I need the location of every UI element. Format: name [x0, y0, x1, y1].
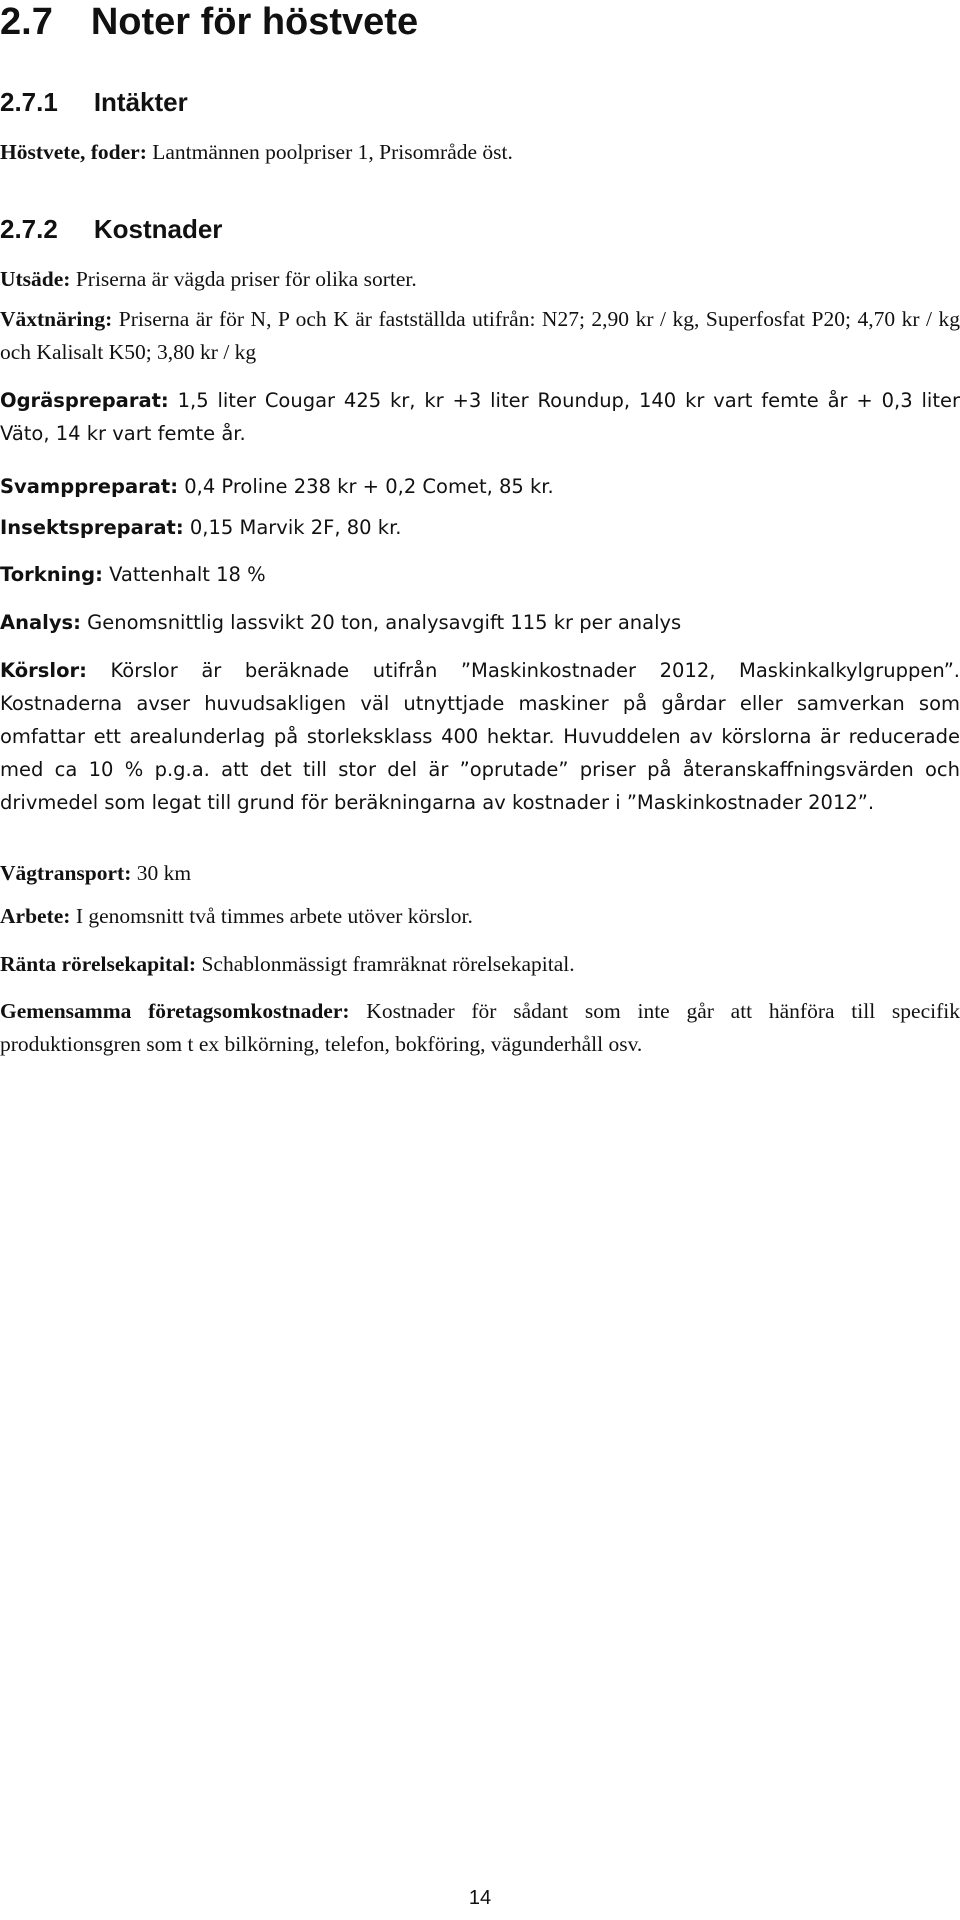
paragraph-vaxtnaring — [0, 303, 960, 369]
subsection-title: Kostnader — [93, 214, 223, 244]
term-text: 1,5 liter Cougar 425 kr, kr +3 liter Roundup, 140 kr vart femte år + 0,3 liter Väto, 14 kr vart femte år. — [0, 389, 960, 445]
term-label: Ränta rörelsekapital: — [0, 952, 197, 976]
subsection-heading-intakter — [0, 87, 188, 117]
term-text: 0,15 Marvik 2F, 80 kr. — [183, 516, 402, 539]
term-text: Lantmännen poolpriser 1, Prisområde öst. — [146, 140, 513, 164]
section-number: 2.7 — [0, 1, 53, 43]
section-heading — [0, 0, 418, 44]
term-label: Arbete: — [0, 904, 71, 928]
paragraph-hostvete-foder — [0, 136, 960, 169]
term-text: Priserna är för N, P och K är fastställda utifrån: N27; 2,90 kr / kg, Superfosfat P20; 4,70 kr / kg och Kalisalt K50; 3,80 kr / kg — [0, 307, 960, 364]
term-label: Utsäde: — [0, 267, 71, 291]
term-label: Insektspreparat: — [0, 516, 184, 539]
paragraph-korslor — [0, 654, 960, 819]
term-label: Höstvete, foder: — [0, 140, 147, 164]
paragraph-insektspreparat — [0, 511, 960, 544]
paragraph-analys — [0, 606, 960, 639]
paragraph-utsade — [0, 263, 960, 296]
paragraph-arbete — [0, 900, 960, 933]
term-label: Analys: — [0, 611, 81, 634]
term-text: Körslor är beräknade utifrån ”Maskinkostnader 2012, Maskinkalkylgruppen”. Kostnaderna avser huvudsakligen väl utnyttjade maskiner på gårdar eller samverkan som omfattar ett arealunderlag på storleksklass 400 hektar. Huvuddelen av körslorna är reducerade med ca 10 % p.g.a. att det till stor del är ”oprutade” priser på återanskaffningsvärden och drivmedel som legat till grund för beräkningarna av kostnader i ”Maskinkostnader 2012”. — [0, 659, 960, 814]
term-text: Vattenhalt 18 % — [102, 563, 266, 586]
paragraph-vagtransport — [0, 857, 960, 890]
term-text: Schablonmässigt framräknat rörelsekapital. — [196, 952, 575, 976]
term-text: Kostnader för sådant som inte går att hänföra till specifik produktionsgren som t ex bilkörning, telefon, bokföring, vägunderhåll osv. — [0, 999, 960, 1056]
paragraph-ranta-rorelsekapital — [0, 948, 960, 981]
term-label: Körslor: — [0, 659, 87, 682]
term-label: Växtnäring: — [0, 307, 113, 331]
term-label: Gemensamma företagsomkostnader: — [0, 999, 350, 1023]
term-label: Ogräspreparat: — [0, 389, 169, 412]
subsection-title: Intäkter — [93, 87, 188, 117]
term-text: 0,4 Proline 238 kr + 0,2 Comet, 85 kr. — [178, 475, 554, 498]
term-label: Torkning: — [0, 563, 103, 586]
subsection-number: 2.7.2 — [0, 214, 58, 244]
paragraph-gemensamma-foretagsomkostnader — [0, 995, 960, 1061]
paragraph-svamppreparat — [0, 470, 960, 503]
term-text: I genomsnitt två timmes arbete utöver körslor. — [70, 904, 473, 928]
subsection-heading-kostnader — [0, 214, 222, 244]
term-label: Svamppreparat: — [0, 475, 179, 498]
section-title: Noter för höstvete — [90, 1, 419, 43]
term-text: Priserna är vägda priser för olika sorter. — [70, 267, 417, 291]
page-number: 14 — [468, 1887, 492, 1909]
term-text: Genomsnittlig lassvikt 20 ton, analysavgift 115 kr per analys — [80, 611, 682, 634]
subsection-number: 2.7.1 — [0, 87, 58, 117]
term-label: Vägtransport: — [0, 861, 132, 885]
paragraph-torkning — [0, 558, 960, 591]
paragraph-ograspreparat — [0, 384, 960, 450]
term-text: 30 km — [131, 861, 192, 885]
